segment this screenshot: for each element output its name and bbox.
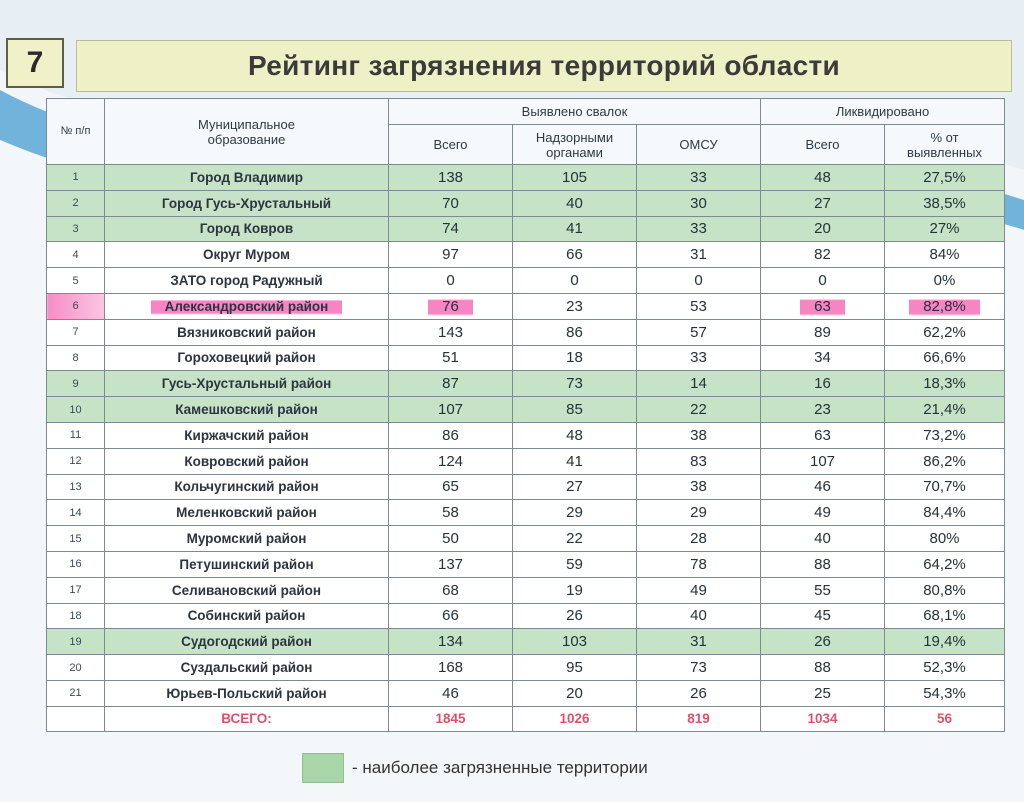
liquidated-percent: 21,4% (885, 397, 1005, 423)
detected-omsu: 0 (637, 268, 761, 294)
liquidated-percent: 18,3% (885, 371, 1005, 397)
table-row (47, 680, 1005, 706)
totals-liq: 1034 (761, 706, 885, 731)
detected-total: 143 (389, 319, 513, 345)
liquidated-percent: 68,1% (885, 603, 1005, 629)
totals-pct: 56 (885, 706, 1005, 731)
detected-omsu: 14 (637, 371, 761, 397)
row-number: 14 (47, 500, 105, 526)
header-supervisory: Надзорными органами (513, 125, 637, 165)
detected-omsu: 49 (637, 577, 761, 603)
municipality-name: ЗАТО город Радужный (105, 268, 389, 294)
liquidated-total: 82 (761, 242, 885, 268)
detected-total: 68 (389, 577, 513, 603)
table-row (47, 190, 1005, 216)
liquidated-total: 89 (761, 319, 885, 345)
table-row (47, 500, 1005, 526)
row-number: 1 (47, 165, 105, 191)
detected-total: 58 (389, 500, 513, 526)
municipality-name: Город Ковров (105, 216, 389, 242)
detected-omsu: 30 (637, 190, 761, 216)
table-row (47, 551, 1005, 577)
detected-supervisory: 18 (513, 345, 637, 371)
liquidated-total: 34 (761, 345, 885, 371)
table-row (47, 293, 1005, 319)
table-row (47, 526, 1005, 552)
table-row (47, 216, 1005, 242)
detected-omsu: 38 (637, 422, 761, 448)
detected-omsu: 31 (637, 629, 761, 655)
detected-total: 137 (389, 551, 513, 577)
detected-total: 76 (389, 293, 513, 319)
detected-total: 107 (389, 397, 513, 423)
table-header (47, 99, 1005, 165)
row-number: 19 (47, 629, 105, 655)
detected-supervisory: 29 (513, 500, 637, 526)
municipality-name: Округ Муром (105, 242, 389, 268)
liquidated-percent: 84,4% (885, 500, 1005, 526)
liquidated-percent: 86,2% (885, 448, 1005, 474)
detected-total: 168 (389, 655, 513, 681)
liquidated-percent: 38,5% (885, 190, 1005, 216)
liquidated-total: 23 (761, 397, 885, 423)
row-number: 15 (47, 526, 105, 552)
liquidated-total: 20 (761, 216, 885, 242)
municipality-name: Муромский район (105, 526, 389, 552)
detected-total: 86 (389, 422, 513, 448)
row-number: 13 (47, 474, 105, 500)
municipality-name: Город Гусь-Хрустальный (105, 190, 389, 216)
liquidated-total: 55 (761, 577, 885, 603)
detected-omsu: 78 (637, 551, 761, 577)
detected-total: 0 (389, 268, 513, 294)
header-percent: % от выявленных (885, 125, 1005, 165)
liquidated-percent: 52,3% (885, 655, 1005, 681)
header-num: № п/п (47, 99, 105, 165)
detected-total: 97 (389, 242, 513, 268)
liquidated-percent: 0% (885, 268, 1005, 294)
liquidated-total: 46 (761, 474, 885, 500)
header-detected: Выявлено свалок (389, 99, 761, 125)
row-number: 5 (47, 268, 105, 294)
detected-omsu: 53 (637, 293, 761, 319)
liquidated-percent: 80% (885, 526, 1005, 552)
liquidated-percent: 54,3% (885, 680, 1005, 706)
row-number: 4 (47, 242, 105, 268)
liquidated-percent: 27,5% (885, 165, 1005, 191)
detected-omsu: 33 (637, 216, 761, 242)
table-row (47, 371, 1005, 397)
row-number: 21 (47, 680, 105, 706)
table-row (47, 319, 1005, 345)
municipality-name: Александровский район (105, 293, 389, 319)
table-row (47, 165, 1005, 191)
municipality-name: Меленковский район (105, 500, 389, 526)
liquidated-total: 27 (761, 190, 885, 216)
detected-supervisory: 59 (513, 551, 637, 577)
detected-supervisory: 48 (513, 422, 637, 448)
liquidated-total: 107 (761, 448, 885, 474)
detected-supervisory: 95 (513, 655, 637, 681)
header-liquidated: Ликвидировано (761, 99, 1005, 125)
liquidated-percent: 19,4% (885, 629, 1005, 655)
table-row (47, 422, 1005, 448)
liquidated-total: 0 (761, 268, 885, 294)
table-row (47, 448, 1005, 474)
detected-omsu: 31 (637, 242, 761, 268)
row-number: 10 (47, 397, 105, 423)
liquidated-total: 45 (761, 603, 885, 629)
liquidated-percent: 70,7% (885, 474, 1005, 500)
detected-total: 87 (389, 371, 513, 397)
row-number: 12 (47, 448, 105, 474)
detected-total: 70 (389, 190, 513, 216)
liquidated-total: 88 (761, 655, 885, 681)
municipality-name: Камешковский район (105, 397, 389, 423)
row-number: 2 (47, 190, 105, 216)
header-omsu: ОМСУ (637, 125, 761, 165)
liquidated-total: 25 (761, 680, 885, 706)
row-number: 16 (47, 551, 105, 577)
slide-title: Рейтинг загрязнения территорий области (248, 50, 840, 81)
liquidated-total: 49 (761, 500, 885, 526)
detected-total: 124 (389, 448, 513, 474)
detected-supervisory: 0 (513, 268, 637, 294)
detected-total: 134 (389, 629, 513, 655)
liquidated-percent: 64,2% (885, 551, 1005, 577)
row-number: 8 (47, 345, 105, 371)
table-row (47, 474, 1005, 500)
detected-supervisory: 41 (513, 216, 637, 242)
legend-swatch (302, 753, 344, 783)
detected-omsu: 57 (637, 319, 761, 345)
table-row (47, 345, 1005, 371)
slide-number: 7 (6, 38, 64, 88)
municipality-name: Ковровский район (105, 448, 389, 474)
municipality-name: Юрьев-Польский район (105, 680, 389, 706)
detected-supervisory: 73 (513, 371, 637, 397)
header-municipality: Муниципальное образование (105, 99, 389, 165)
detected-total: 74 (389, 216, 513, 242)
row-number: 20 (47, 655, 105, 681)
detected-supervisory: 22 (513, 526, 637, 552)
detected-total: 65 (389, 474, 513, 500)
detected-supervisory: 103 (513, 629, 637, 655)
table-row (47, 603, 1005, 629)
row-number: 17 (47, 577, 105, 603)
detected-omsu: 29 (637, 500, 761, 526)
totals-total: 1845 (389, 706, 513, 731)
detected-omsu: 33 (637, 345, 761, 371)
detected-omsu: 33 (637, 165, 761, 191)
totals-supervisory: 1026 (513, 706, 637, 731)
detected-omsu: 83 (637, 448, 761, 474)
liquidated-total: 16 (761, 371, 885, 397)
municipality-name: Суздальский район (105, 655, 389, 681)
detected-supervisory: 27 (513, 474, 637, 500)
detected-supervisory: 19 (513, 577, 637, 603)
detected-supervisory: 20 (513, 680, 637, 706)
row-number: 3 (47, 216, 105, 242)
municipality-name: Селивановский район (105, 577, 389, 603)
detected-supervisory: 23 (513, 293, 637, 319)
rating-table-container (46, 98, 1005, 732)
detected-supervisory: 105 (513, 165, 637, 191)
detected-supervisory: 26 (513, 603, 637, 629)
detected-total: 66 (389, 603, 513, 629)
table-row (47, 242, 1005, 268)
totals-label: ВСЕГО: (105, 706, 389, 731)
table-row (47, 268, 1005, 294)
table-body (47, 165, 1005, 707)
detected-omsu: 28 (637, 526, 761, 552)
detected-supervisory: 40 (513, 190, 637, 216)
header-liq-total: Всего (761, 125, 885, 165)
detected-total: 46 (389, 680, 513, 706)
totals-omsu: 819 (637, 706, 761, 731)
totals-row (47, 706, 1005, 731)
liquidated-percent: 80,8% (885, 577, 1005, 603)
liquidated-percent: 84% (885, 242, 1005, 268)
table-row (47, 655, 1005, 681)
detected-supervisory: 86 (513, 319, 637, 345)
municipality-name: Кольчугинский район (105, 474, 389, 500)
row-number: 18 (47, 603, 105, 629)
detected-total: 138 (389, 165, 513, 191)
row-number: 9 (47, 371, 105, 397)
liquidated-percent: 27% (885, 216, 1005, 242)
liquidated-percent: 62,2% (885, 319, 1005, 345)
pollution-rating-table (46, 98, 1005, 732)
detected-omsu: 26 (637, 680, 761, 706)
liquidated-total: 40 (761, 526, 885, 552)
detected-supervisory: 41 (513, 448, 637, 474)
municipality-name: Петушинский район (105, 551, 389, 577)
detected-total: 51 (389, 345, 513, 371)
liquidated-total: 63 (761, 422, 885, 448)
legend (302, 753, 648, 783)
detected-total: 50 (389, 526, 513, 552)
liquidated-total: 63 (761, 293, 885, 319)
municipality-name: Гороховецкий район (105, 345, 389, 371)
detected-omsu: 73 (637, 655, 761, 681)
row-number: 7 (47, 319, 105, 345)
detected-omsu: 38 (637, 474, 761, 500)
detected-supervisory: 66 (513, 242, 637, 268)
liquidated-total: 88 (761, 551, 885, 577)
detected-supervisory: 85 (513, 397, 637, 423)
liquidated-total: 26 (761, 629, 885, 655)
row-number: 6 (47, 293, 105, 319)
municipality-name: Вязниковский район (105, 319, 389, 345)
municipality-name: Киржачский район (105, 422, 389, 448)
liquidated-percent: 82,8% (885, 293, 1005, 319)
liquidated-total: 48 (761, 165, 885, 191)
table-row (47, 397, 1005, 423)
liquidated-percent: 66,6% (885, 345, 1005, 371)
slide-title-bar (76, 40, 1012, 92)
detected-omsu: 22 (637, 397, 761, 423)
legend-text: - наиболее загрязненные территории (352, 758, 648, 777)
municipality-name: Гусь-Хрустальный район (105, 371, 389, 397)
totals-num (47, 706, 105, 731)
header-total: Всего (389, 125, 513, 165)
table-row (47, 577, 1005, 603)
liquidated-percent: 73,2% (885, 422, 1005, 448)
municipality-name: Город Владимир (105, 165, 389, 191)
detected-omsu: 40 (637, 603, 761, 629)
table-row (47, 629, 1005, 655)
municipality-name: Судогодский район (105, 629, 389, 655)
municipality-name: Собинский район (105, 603, 389, 629)
row-number: 11 (47, 422, 105, 448)
